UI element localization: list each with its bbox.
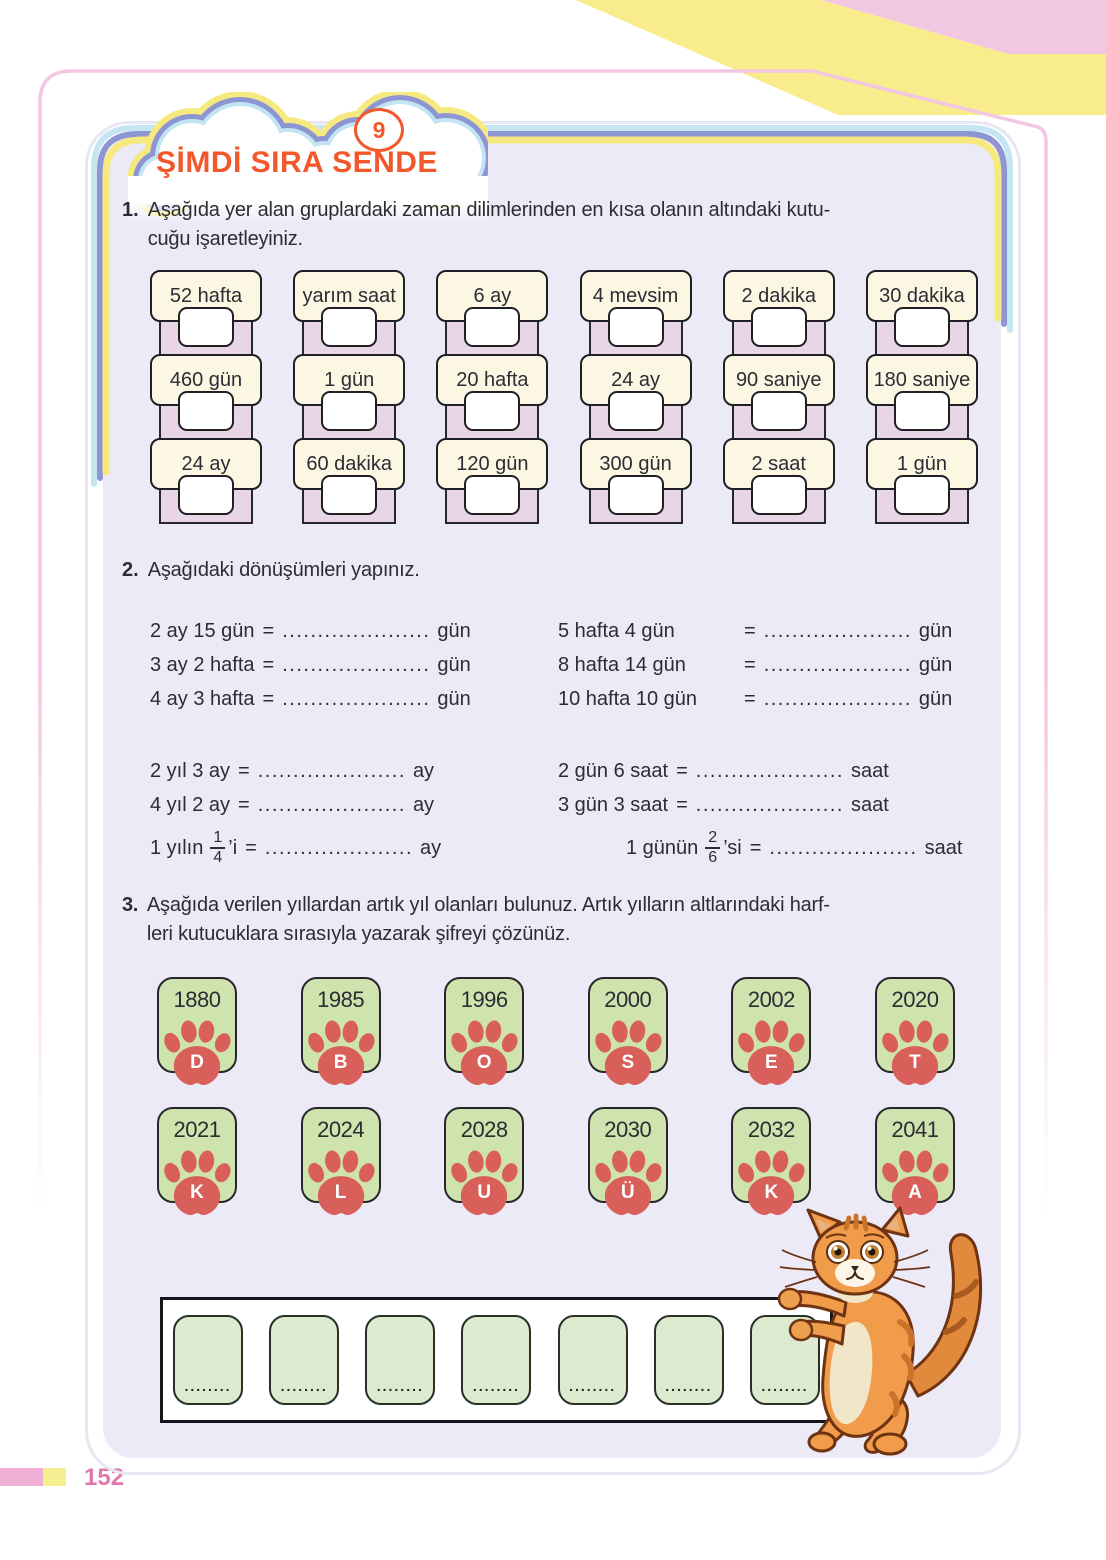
year-card <box>444 1107 524 1203</box>
answer-box-dots: ........ <box>184 1378 232 1394</box>
paw-icon <box>732 1017 810 1089</box>
time-group <box>293 270 405 528</box>
answer-blank[interactable]: ..................... <box>763 653 912 676</box>
answer-checkbox[interactable] <box>178 475 234 515</box>
conversion-row <box>558 682 952 716</box>
conversion-row <box>150 754 441 788</box>
conversion-expression: 4 ay 3 hafta <box>150 687 255 710</box>
year-value: 2032 <box>747 1117 795 1142</box>
time-option-label: 52 hafta <box>150 270 262 322</box>
fraction-numerator: 1 <box>210 829 225 849</box>
paw-icon <box>876 1017 954 1089</box>
q2-block2-left <box>150 754 441 874</box>
answer-checkbox[interactable] <box>751 391 807 431</box>
fraction <box>705 829 720 867</box>
code-answer-box[interactable] <box>365 1315 435 1405</box>
conversion-expression: 2 ay 15 gün <box>150 619 255 642</box>
page-number: 152 <box>84 1464 125 1491</box>
year-card <box>588 1107 668 1203</box>
q1-groups <box>150 270 978 528</box>
answer-checkbox[interactable] <box>178 307 234 347</box>
paw-icon <box>445 1147 523 1219</box>
time-option-label: 300 gün <box>580 438 692 490</box>
conversion-row <box>150 822 441 874</box>
year-card <box>301 977 381 1073</box>
conversion-row <box>626 822 962 874</box>
fraction-denominator: 4 <box>213 849 223 866</box>
year-card <box>157 1107 237 1203</box>
equals-sign: = <box>744 653 756 676</box>
time-group <box>723 270 835 528</box>
time-option-label: 120 gün <box>436 438 548 490</box>
conversion-row <box>150 788 441 822</box>
year-value: 2020 <box>891 987 939 1012</box>
conversion-expression: 3 gün 3 saat <box>558 793 669 816</box>
answer-box-dots: ........ <box>569 1378 617 1394</box>
answer-blank[interactable]: ..................... <box>257 759 406 782</box>
unit-label: saat <box>924 836 963 859</box>
conversion-expression: 8 hafta 14 gün <box>558 653 686 676</box>
time-option-label: 460 gün <box>150 354 262 406</box>
year-card <box>301 1107 381 1203</box>
fraction-suffix: ’i <box>228 836 238 859</box>
paw-letter: A <box>908 1182 922 1204</box>
time-group <box>436 270 548 528</box>
year-card <box>875 977 955 1073</box>
question-number: 3. <box>122 894 138 916</box>
paw-letter: O <box>476 1052 492 1074</box>
answer-checkbox[interactable] <box>464 307 520 347</box>
time-option-label: 90 saniye <box>723 354 835 406</box>
time-option-label: 6 ay <box>436 270 548 322</box>
answer-checkbox[interactable] <box>894 391 950 431</box>
unit-label: ay <box>420 836 442 859</box>
year-card <box>588 977 668 1073</box>
question-number: 1. <box>122 199 139 221</box>
conversion-row <box>150 648 471 682</box>
equals-sign: = <box>262 619 275 642</box>
answer-checkbox[interactable] <box>464 475 520 515</box>
time-group <box>580 270 692 528</box>
paw-icon <box>589 1017 667 1089</box>
conversion-row <box>558 648 952 682</box>
paw-letter: L <box>334 1182 347 1204</box>
paw-letter: B <box>333 1052 348 1074</box>
conversion-row <box>558 788 962 822</box>
time-option-label: 20 hafta <box>436 354 548 406</box>
question-number: 2. <box>122 559 139 581</box>
answer-box-dots: ........ <box>280 1378 328 1394</box>
year-value: 2024 <box>317 1117 365 1142</box>
q2-block1-left <box>150 614 471 716</box>
year-value: 2028 <box>460 1117 508 1142</box>
answer-blank[interactable]: ..................... <box>695 793 844 816</box>
answer-blank[interactable]: ..................... <box>695 759 844 782</box>
q2-block2-right <box>558 754 962 874</box>
answer-blank[interactable]: ..................... <box>282 619 431 642</box>
equals-sign: = <box>676 759 688 782</box>
conversion-row <box>558 614 952 648</box>
year-value: 2000 <box>604 987 652 1012</box>
answer-blank[interactable]: ..................... <box>763 687 912 710</box>
conversion-expression: 3 ay 2 hafta <box>150 653 255 676</box>
paw-letter: U <box>477 1182 492 1204</box>
unit-label: ay <box>412 793 435 816</box>
answer-checkbox[interactable] <box>751 475 807 515</box>
answer-checkbox[interactable] <box>321 391 377 431</box>
answer-box-dots: ........ <box>761 1378 809 1394</box>
year-card <box>875 1107 955 1203</box>
code-answer-box[interactable] <box>461 1315 531 1405</box>
q2-block1-right <box>558 614 952 716</box>
conversion-expression: 4 yıl 2 ay <box>150 793 231 816</box>
unit-label: gün <box>918 653 953 676</box>
conversion-expression: 10 hafta 10 gün <box>558 687 698 710</box>
year-card <box>731 1107 811 1203</box>
time-option-label: 24 ay <box>580 354 692 406</box>
code-answer-box[interactable] <box>269 1315 339 1405</box>
time-option-label: 1 gün <box>293 354 405 406</box>
year-value: 2002 <box>747 987 795 1012</box>
paw-icon <box>302 1017 380 1089</box>
fraction-numerator: 2 <box>705 829 720 849</box>
unit-label: gün <box>437 619 471 642</box>
paw-icon <box>589 1147 667 1219</box>
cat-illustration <box>760 1204 1000 1456</box>
code-answer-box[interactable] <box>654 1315 724 1405</box>
year-card <box>444 977 524 1073</box>
equals-sign: = <box>749 836 762 859</box>
answer-checkbox[interactable] <box>178 391 234 431</box>
paw-letter: S <box>621 1052 635 1074</box>
conversion-row <box>150 614 471 648</box>
section-title: ŞİMDİ SIRA SENDE <box>156 146 438 179</box>
question-text: Aşağıda verilen yıllardan artık yıl olanları bulunuz. Artık yılların altlarındaki harf- leri kutucuklara sırasıyla yazarak şifreyi çözünüz. <box>146 894 830 945</box>
answer-blank[interactable]: ..................... <box>264 836 414 859</box>
answer-checkbox[interactable] <box>321 475 377 515</box>
equals-sign: = <box>744 687 756 710</box>
conversion-row <box>150 682 471 716</box>
question-text: Aşağıdaki dönüşümleri yapınız. <box>147 559 420 581</box>
conversion-expression: 1 yılın <box>150 836 204 859</box>
answer-checkbox[interactable] <box>608 391 664 431</box>
time-option-label: 24 ay <box>150 438 262 490</box>
unit-label: saat <box>850 793 889 816</box>
answer-blank[interactable]: ..................... <box>282 653 431 676</box>
conversion-expression: 2 gün 6 saat <box>558 759 669 782</box>
paw-icon <box>158 1017 236 1089</box>
question-3-heading <box>122 891 830 949</box>
answer-checkbox[interactable] <box>608 307 664 347</box>
answer-checkbox[interactable] <box>894 475 950 515</box>
code-answer-strip <box>160 1297 833 1423</box>
paw-letter: D <box>190 1052 204 1074</box>
unit-label: gün <box>918 619 953 642</box>
conversion-expression: 1 günün <box>626 836 699 859</box>
fraction <box>210 829 225 867</box>
answer-checkbox[interactable] <box>894 307 950 347</box>
code-answer-box[interactable] <box>558 1315 628 1405</box>
equals-sign: = <box>245 836 257 859</box>
time-group <box>150 270 262 528</box>
equals-sign: = <box>676 793 688 816</box>
conversion-expression: 2 yıl 3 ay <box>150 759 231 782</box>
answer-box-dots: ........ <box>376 1378 424 1394</box>
year-value: 1985 <box>317 987 365 1012</box>
paw-letter: T <box>909 1052 921 1074</box>
answer-checkbox[interactable] <box>464 391 520 431</box>
q3-cards <box>157 977 955 1203</box>
year-value: 2021 <box>173 1117 221 1142</box>
paw-icon <box>158 1147 236 1219</box>
equals-sign: = <box>262 653 275 676</box>
time-group <box>866 270 978 528</box>
answer-box-dots: ........ <box>665 1378 713 1394</box>
answer-checkbox[interactable] <box>608 475 664 515</box>
year-card <box>157 977 237 1073</box>
equals-sign: = <box>238 759 250 782</box>
year-card <box>731 977 811 1073</box>
time-option-label: 60 dakika <box>293 438 405 490</box>
year-value: 2041 <box>891 1117 939 1142</box>
answer-blank[interactable]: ..................... <box>769 836 918 859</box>
unit-label: gün <box>918 687 953 710</box>
answer-checkbox[interactable] <box>321 307 377 347</box>
paw-letter: E <box>765 1052 778 1074</box>
question-text: Aşağıda yer alan gruplardaki zaman dilimlerinden en kısa olanın altındaki kutu- cuğu işaretleyiniz. <box>147 199 831 250</box>
conversion-row <box>558 754 962 788</box>
fraction-denominator: 6 <box>708 849 718 866</box>
unit-label: ay <box>412 759 435 782</box>
answer-box-dots: ........ <box>472 1378 521 1394</box>
year-value: 1996 <box>460 987 508 1012</box>
time-option-label: 2 saat <box>723 438 835 490</box>
unit-label: gün <box>437 687 471 710</box>
paw-letter: K <box>764 1182 779 1204</box>
paw-letter: K <box>190 1182 204 1204</box>
time-option-label: 1 gün <box>866 438 978 490</box>
time-option-label: yarım saat <box>293 270 405 322</box>
answer-blank[interactable]: ..................... <box>257 793 406 816</box>
time-option-label: 30 dakika <box>866 270 978 322</box>
fraction-suffix: ’si <box>723 836 742 859</box>
time-option-label: 180 saniye <box>866 354 978 406</box>
time-option-label: 2 dakika <box>723 270 835 322</box>
paw-icon <box>302 1147 380 1219</box>
answer-checkbox[interactable] <box>751 307 807 347</box>
paw-letter: Ü <box>620 1182 635 1204</box>
question-2-heading <box>122 556 420 585</box>
answer-blank[interactable]: ..................... <box>282 687 431 710</box>
answer-blank[interactable]: ..................... <box>763 619 912 642</box>
year-value: 2030 <box>604 1117 652 1142</box>
equals-sign: = <box>238 793 250 816</box>
equals-sign: = <box>262 687 275 710</box>
question-1-heading <box>122 196 830 254</box>
section-number-badge: 9 <box>354 108 404 152</box>
time-option-label: 4 mevsim <box>580 270 692 322</box>
unit-label: gün <box>437 653 471 676</box>
equals-sign: = <box>744 619 756 642</box>
unit-label: saat <box>850 759 889 782</box>
code-answer-box[interactable] <box>173 1315 243 1405</box>
paw-icon <box>445 1017 523 1089</box>
conversion-expression: 5 hafta 4 gün <box>558 619 675 642</box>
year-value: 1880 <box>173 987 221 1012</box>
